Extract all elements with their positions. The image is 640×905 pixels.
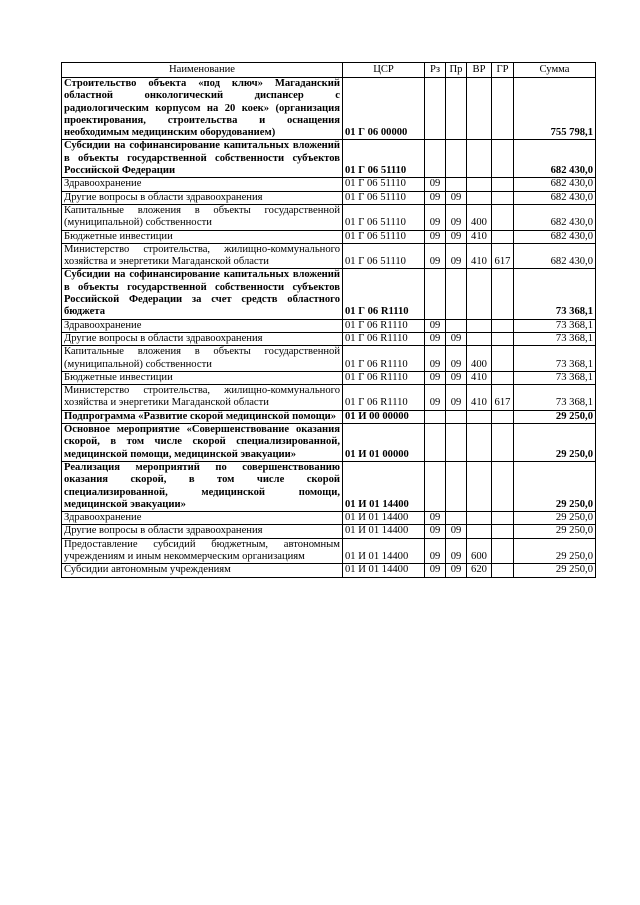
row-name: Капитальные вложения в объекты государственной (муниципальной) собственности [62,204,343,230]
row-rz [425,424,446,462]
row-csr: 01 И 01 14400 [343,525,425,538]
row-csr: 01 И 00 00000 [343,410,425,423]
table-row [62,191,596,204]
row-name: Здравоохранение [62,178,343,191]
row-vr: 410 [467,243,492,269]
row-sum: 682 430,0 [514,204,596,230]
row-name: Министерство строительства, жилищно-коммунального хозяйства и энергетики Магаданской области [62,243,343,269]
table-row [62,140,596,178]
header-gr: ГР [492,63,514,78]
row-gr [492,371,514,384]
row-name: Здравоохранение [62,512,343,525]
row-pr [446,269,467,319]
row-rz: 09 [425,332,446,345]
row-sum: 73 368,1 [514,269,596,319]
row-vr: 400 [467,204,492,230]
row-vr [467,191,492,204]
row-csr: 01 Г 06 51110 [343,204,425,230]
row-gr [492,410,514,423]
row-gr [492,346,514,372]
row-sum: 73 368,1 [514,346,596,372]
row-csr: 01 Г 06 51110 [343,230,425,243]
row-rz [425,78,446,140]
row-sum: 29 250,0 [514,538,596,564]
row-gr [492,319,514,332]
row-rz: 09 [425,538,446,564]
row-csr: 01 Г 06 R1110 [343,371,425,384]
row-name: Строительство объекта «под ключ» Магаданский областной онкологический диспансер с радиологическим корпусом на 20 коек» (организация проектирования, строительства и оснащения необходимым медицинским оборудованием) [62,78,343,140]
row-sum: 682 430,0 [514,243,596,269]
row-gr [492,512,514,525]
row-rz: 09 [425,230,446,243]
header-name: Наименование [62,63,343,78]
table-row [62,269,596,319]
row-gr [492,230,514,243]
row-gr [492,140,514,178]
table-row [62,538,596,564]
row-pr [446,512,467,525]
row-pr [446,178,467,191]
row-gr [492,538,514,564]
row-name: Другие вопросы в области здравоохранения [62,332,343,345]
row-pr: 09 [446,538,467,564]
table-row [62,230,596,243]
row-pr [446,140,467,178]
row-vr: 410 [467,230,492,243]
row-vr: 620 [467,564,492,577]
row-rz: 09 [425,385,446,411]
row-rz: 09 [425,564,446,577]
row-name: Предоставление субсидий бюджетным, автономным учреждениям и иным некоммерческим организациям [62,538,343,564]
row-name: Бюджетные инвестиции [62,371,343,384]
table-row [62,243,596,269]
row-rz: 09 [425,512,446,525]
row-name: Здравоохранение [62,319,343,332]
row-gr [492,525,514,538]
row-name: Подпрограмма «Развитие скорой медицинской помощи» [62,410,343,423]
row-pr: 09 [446,332,467,345]
header-rz: Рз [425,63,446,78]
budget-table [61,62,596,578]
header-pr: Пр [446,63,467,78]
row-vr [467,512,492,525]
row-sum: 29 250,0 [514,424,596,462]
header-sum: Сумма [514,63,596,78]
row-rz: 09 [425,204,446,230]
row-gr [492,78,514,140]
row-pr: 09 [446,243,467,269]
table-row [62,371,596,384]
row-gr: 617 [492,243,514,269]
row-gr [492,332,514,345]
row-rz: 09 [425,191,446,204]
row-csr: 01 Г 06 R1110 [343,385,425,411]
header-csr: ЦСР [343,63,425,78]
row-sum: 29 250,0 [514,461,596,511]
row-pr: 09 [446,525,467,538]
row-vr [467,332,492,345]
row-pr [446,410,467,423]
row-vr [467,525,492,538]
row-gr [492,204,514,230]
row-csr: 01 Г 06 51110 [343,178,425,191]
row-rz [425,410,446,423]
table-row [62,461,596,511]
row-pr: 09 [446,230,467,243]
row-pr: 09 [446,564,467,577]
row-gr [492,269,514,319]
row-csr: 01 Г 06 51110 [343,243,425,269]
table-row [62,410,596,423]
table-row [62,178,596,191]
row-name: Субсидии на софинансирование капитальных вложений в объекты государственной собственности субъектов Российской Федерации [62,140,343,178]
row-pr [446,461,467,511]
row-gr [492,191,514,204]
row-vr [467,269,492,319]
row-rz: 09 [425,319,446,332]
row-name: Реализация мероприятий по совершенствованию оказания скорой, в том числе скорой специализированной, медицинской помощи, медицинской эвакуации» [62,461,343,511]
row-rz: 09 [425,178,446,191]
row-csr: 01 И 01 14400 [343,512,425,525]
row-gr [492,424,514,462]
row-csr: 01 Г 06 51110 [343,140,425,178]
row-csr: 01 Г 06 51110 [343,191,425,204]
row-sum: 73 368,1 [514,371,596,384]
row-vr [467,140,492,178]
row-sum: 29 250,0 [514,512,596,525]
row-rz: 09 [425,243,446,269]
row-pr [446,78,467,140]
row-sum: 682 430,0 [514,140,596,178]
row-name: Основное мероприятие «Совершенствование оказания скорой, в том числе скорой специализированной, медицинской помощи, медицинской эвакуации» [62,424,343,462]
row-csr: 01 И 01 14400 [343,461,425,511]
row-pr: 09 [446,204,467,230]
row-gr: 617 [492,385,514,411]
row-vr [467,78,492,140]
table-row [62,204,596,230]
table-row [62,512,596,525]
row-csr: 01 И 01 14400 [343,538,425,564]
row-name: Бюджетные инвестиции [62,230,343,243]
row-sum: 73 368,1 [514,319,596,332]
row-pr [446,424,467,462]
row-rz: 09 [425,525,446,538]
row-name: Другие вопросы в области здравоохранения [62,191,343,204]
row-vr: 400 [467,346,492,372]
table-row [62,78,596,140]
table-row [62,385,596,411]
row-csr: 01 Г 06 R1110 [343,319,425,332]
row-csr: 01 Г 06 00000 [343,78,425,140]
table-row [62,564,596,577]
row-vr: 410 [467,371,492,384]
row-name: Капитальные вложения в объекты государственной (муниципальной) собственности [62,346,343,372]
row-pr: 09 [446,191,467,204]
row-sum: 29 250,0 [514,410,596,423]
row-sum: 755 798,1 [514,78,596,140]
table-row [62,424,596,462]
row-rz: 09 [425,346,446,372]
row-vr: 410 [467,385,492,411]
row-csr: 01 Г 06 R1110 [343,332,425,345]
row-csr: 01 Г 06 R1110 [343,346,425,372]
row-vr: 600 [467,538,492,564]
row-sum: 682 430,0 [514,191,596,204]
row-sum: 682 430,0 [514,230,596,243]
row-sum: 73 368,1 [514,385,596,411]
row-name: Субсидии автономным учреждениям [62,564,343,577]
table-header-row [62,63,596,78]
row-csr: 01 И 01 00000 [343,424,425,462]
row-vr [467,178,492,191]
row-csr: 01 И 01 14400 [343,564,425,577]
row-pr [446,319,467,332]
row-gr [492,178,514,191]
row-vr [467,461,492,511]
row-name: Министерство строительства, жилищно-коммунального хозяйства и энергетики Магаданской области [62,385,343,411]
row-name: Субсидии на софинансирование капитальных вложений в объекты государственной собственности субъектов Российской Федерации за счет средств областного бюджета [62,269,343,319]
table-row [62,346,596,372]
row-csr: 01 Г 06 R1110 [343,269,425,319]
row-name: Другие вопросы в области здравоохранения [62,525,343,538]
table-row [62,319,596,332]
row-sum: 29 250,0 [514,525,596,538]
table-row [62,525,596,538]
row-gr [492,461,514,511]
row-vr [467,410,492,423]
row-sum: 682 430,0 [514,178,596,191]
row-rz [425,461,446,511]
row-rz [425,140,446,178]
row-sum: 73 368,1 [514,332,596,345]
row-vr [467,319,492,332]
row-pr: 09 [446,385,467,411]
row-pr: 09 [446,371,467,384]
row-pr: 09 [446,346,467,372]
row-sum: 29 250,0 [514,564,596,577]
header-vr: ВР [467,63,492,78]
row-vr [467,424,492,462]
row-gr [492,564,514,577]
row-rz: 09 [425,371,446,384]
table-row [62,332,596,345]
row-rz [425,269,446,319]
